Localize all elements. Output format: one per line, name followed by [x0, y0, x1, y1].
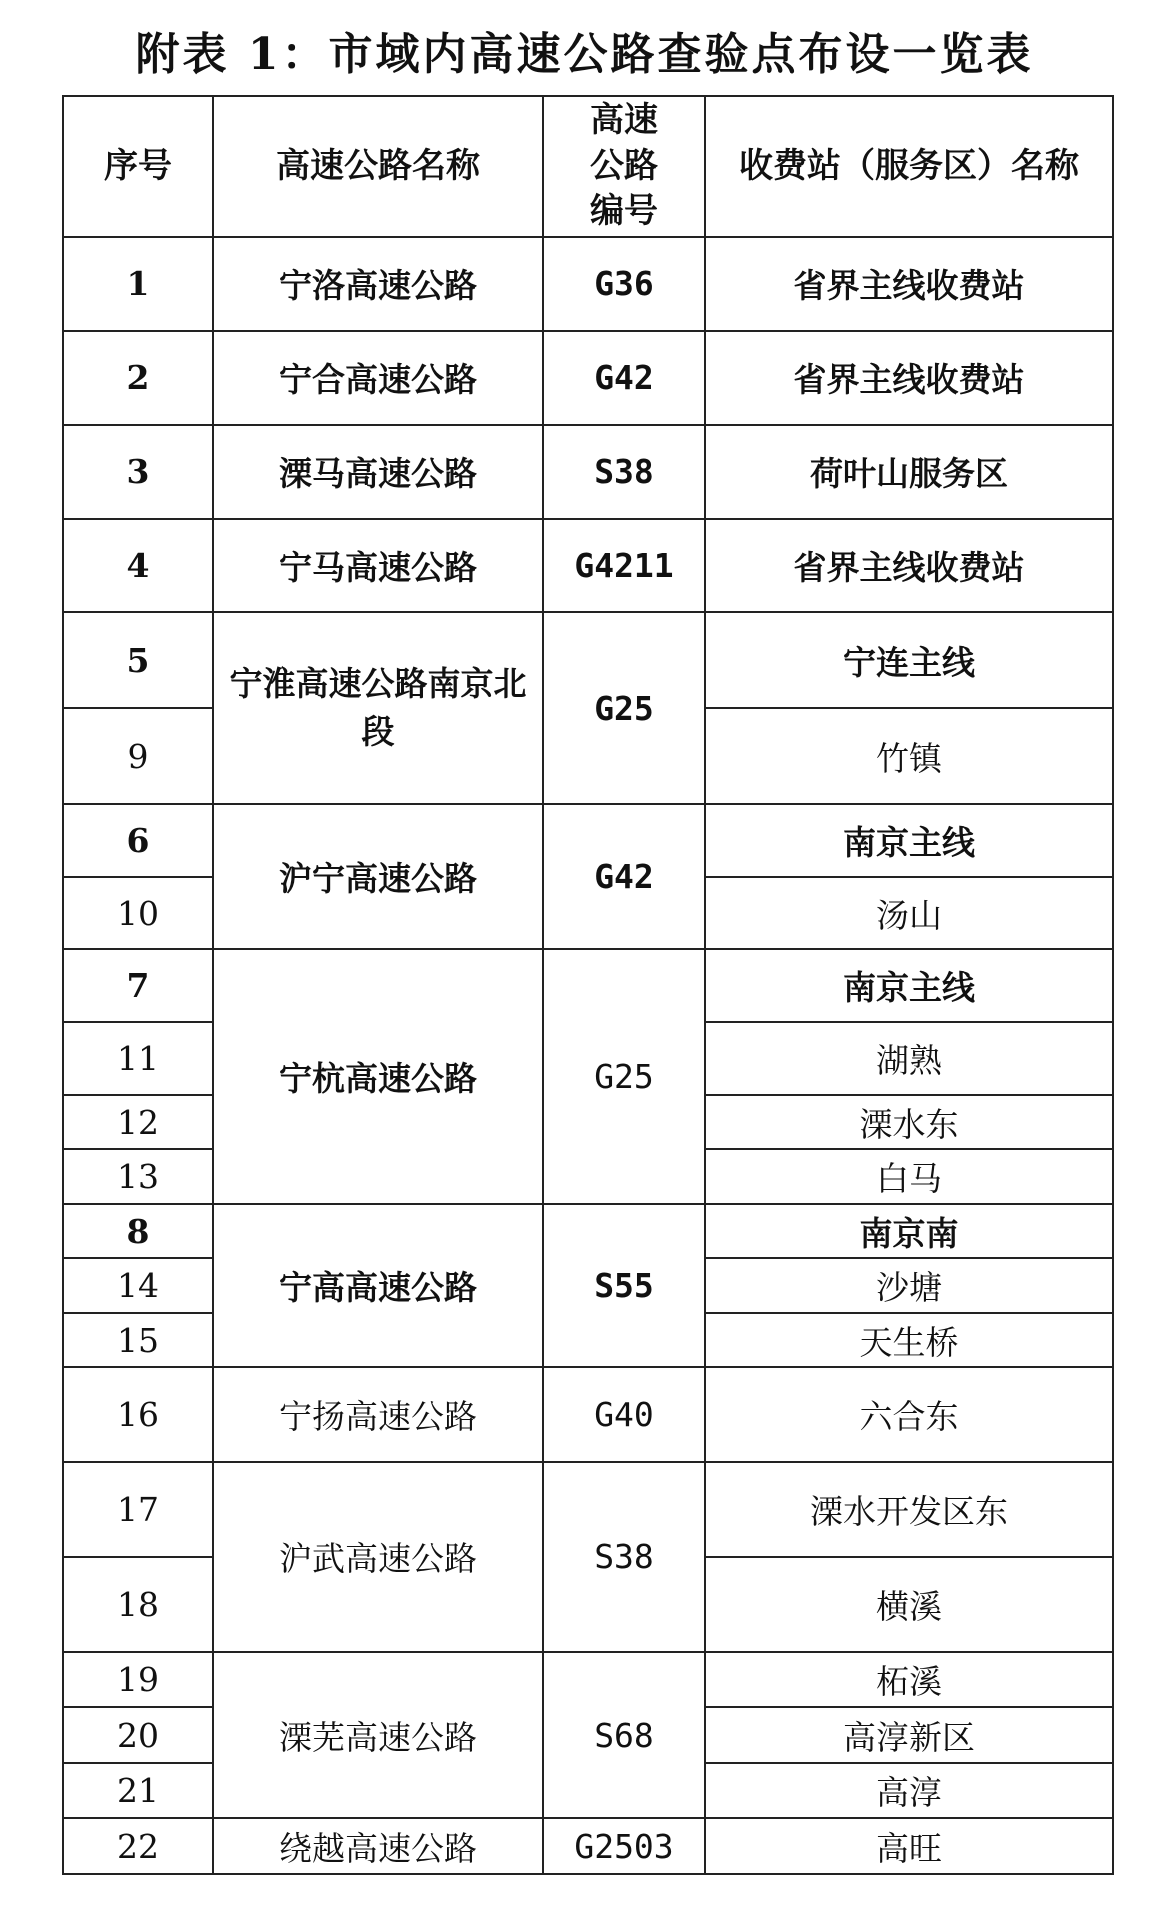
road-name: 宁杭高速公路 [213, 949, 543, 1203]
table-row [63, 1367, 1113, 1462]
road-code: G2503 [543, 1818, 705, 1874]
row-no: 20 [63, 1707, 213, 1763]
road-name-text: 宁淮高速公路南京北段 [229, 664, 527, 752]
station-name: 汤山 [705, 877, 1113, 950]
table-row [63, 1652, 1113, 1708]
row-no: 11 [63, 1022, 213, 1095]
road-code: S38 [543, 425, 705, 519]
row-no: 16 [63, 1367, 213, 1462]
page-title: 附表 1：市域内高速公路查验点布设一览表 [135, 29, 1034, 80]
header-station-name: 收费站（服务区）名称 [705, 96, 1113, 237]
table-row [63, 1818, 1113, 1874]
station-name: 宁连主线 [705, 612, 1113, 708]
road-name: 沪武高速公路 [213, 1462, 543, 1652]
road-name: 绕越高速公路 [213, 1818, 543, 1874]
station-name: 南京南 [705, 1204, 1113, 1259]
road-name: 溧马高速公路 [213, 425, 543, 519]
road-name [213, 612, 543, 804]
road-code: G36 [543, 237, 705, 331]
header-road-code [543, 96, 705, 237]
station-name: 溧水东 [705, 1095, 1113, 1150]
station-name: 天生桥 [705, 1313, 1113, 1368]
row-no: 19 [63, 1652, 213, 1708]
row-no: 7 [63, 949, 213, 1022]
table-header-row [63, 96, 1113, 237]
row-no: 12 [63, 1095, 213, 1150]
table-row [63, 949, 1113, 1022]
station-name: 白马 [705, 1149, 1113, 1204]
header-no: 序号 [63, 96, 213, 237]
road-name: 溧芜高速公路 [213, 1652, 543, 1819]
row-no: 21 [63, 1763, 213, 1819]
row-no: 15 [63, 1313, 213, 1368]
station-name: 南京主线 [705, 804, 1113, 877]
road-code: S38 [543, 1462, 705, 1652]
road-code: G25 [543, 949, 705, 1203]
station-name: 六合东 [705, 1367, 1113, 1462]
road-name: 宁洛高速公路 [213, 237, 543, 331]
road-name: 宁合高速公路 [213, 331, 543, 425]
checkpoint-table [62, 95, 1114, 1875]
road-name: 沪宁高速公路 [213, 804, 543, 949]
table-row [63, 425, 1113, 519]
table-row [63, 519, 1113, 613]
road-code: G4211 [543, 519, 705, 613]
station-name: 横溪 [705, 1557, 1113, 1652]
station-name: 高旺 [705, 1818, 1113, 1874]
row-no: 14 [63, 1258, 213, 1313]
station-name: 省界主线收费站 [705, 519, 1113, 613]
row-no: 9 [63, 708, 213, 804]
road-code: G25 [543, 612, 705, 804]
station-name: 湖熟 [705, 1022, 1113, 1095]
row-no: 1 [63, 237, 213, 331]
row-no: 4 [63, 519, 213, 613]
row-no: 10 [63, 877, 213, 950]
row-no: 18 [63, 1557, 213, 1652]
row-no: 13 [63, 1149, 213, 1204]
station-name: 溧水开发区东 [705, 1462, 1113, 1557]
station-name: 高淳 [705, 1763, 1113, 1819]
row-no: 3 [63, 425, 213, 519]
table-row [63, 237, 1113, 331]
row-no: 8 [63, 1204, 213, 1259]
row-no: 6 [63, 804, 213, 877]
road-name: 宁马高速公路 [213, 519, 543, 613]
header-road-code-text: 高速公路编号 [590, 99, 658, 232]
road-name: 宁扬高速公路 [213, 1367, 543, 1462]
station-name: 省界主线收费站 [705, 331, 1113, 425]
station-name: 竹镇 [705, 708, 1113, 804]
road-code: S68 [543, 1652, 705, 1819]
row-no: 5 [63, 612, 213, 708]
station-name: 沙塘 [705, 1258, 1113, 1313]
table-row [63, 1462, 1113, 1557]
table-row [63, 612, 1113, 708]
row-no: 17 [63, 1462, 213, 1557]
table-row [63, 1204, 1113, 1259]
header-road-name: 高速公路名称 [213, 96, 543, 237]
road-code: G42 [543, 331, 705, 425]
station-name: 荷叶山服务区 [705, 425, 1113, 519]
road-name: 宁高高速公路 [213, 1204, 543, 1368]
road-code: G40 [543, 1367, 705, 1462]
road-code: S55 [543, 1204, 705, 1368]
road-code: G42 [543, 804, 705, 949]
row-no: 22 [63, 1818, 213, 1874]
station-name: 柘溪 [705, 1652, 1113, 1708]
station-name: 南京主线 [705, 949, 1113, 1022]
station-name: 省界主线收费站 [705, 237, 1113, 331]
station-name: 高淳新区 [705, 1707, 1113, 1763]
table-row [63, 331, 1113, 425]
row-no: 2 [63, 331, 213, 425]
table-row [63, 804, 1113, 877]
